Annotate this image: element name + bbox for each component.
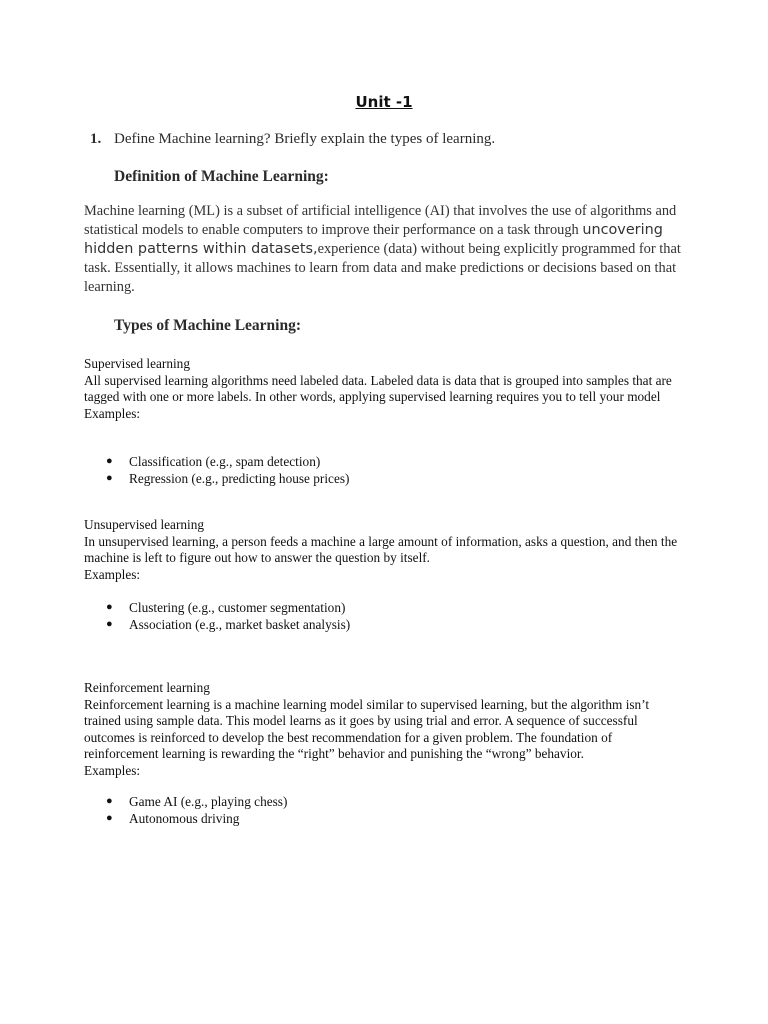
supervised-examples-label: Examples:	[84, 405, 141, 421]
reinforcement-examples-label: Examples:	[84, 762, 141, 778]
bullet-icon: ●	[106, 618, 113, 630]
list-item: ● Autonomous driving	[106, 811, 240, 826]
list-item: ● Clustering (e.g., customer segmentation)	[106, 600, 346, 615]
supervised-examples-list	[104, 453, 349, 487]
reinforcement-examples-list	[104, 793, 287, 827]
definition-text-before: Machine learning (ML) is a subset of artificial intelligence (AI) that involves the use of algorithms and statistical models to enable computers to improve their performance on a task through	[84, 203, 677, 238]
bullet-icon: ●	[106, 795, 113, 807]
reinforcement-section	[84, 680, 684, 779]
bullet-icon: ●	[106, 455, 113, 467]
list-item: ● Regression (e.g., predicting house prices)	[106, 471, 350, 486]
list-item: ● Association (e.g., market basket analysis)	[106, 617, 351, 632]
question-number: 1.	[90, 131, 102, 147]
bullet-icon: ●	[106, 812, 113, 824]
supervised-text: All supervised learning algorithms need labeled data. Labeled data is data that is grouped into samples that are tagged with one or more labels. In other words, applying supervised learning requires you to tell your model	[84, 372, 672, 404]
definition-text-highlight: uncovering hidden patterns within datasets,	[84, 222, 663, 257]
unsupervised-title: Unsupervised learning	[84, 517, 205, 532]
unsupervised-examples-label: Examples:	[84, 566, 141, 582]
types-heading: Types of Machine Learning:	[114, 317, 301, 334]
question-text: Define Machine learning? Briefly explain the types of learning.	[114, 131, 496, 147]
reinforcement-title: Reinforcement learning	[84, 680, 210, 695]
definition-heading: Definition of Machine Learning:	[114, 168, 329, 185]
unsupervised-text: In unsupervised learning, a person feeds a machine a large amount of information, asks a question, and then the machine is left to figure out how to answer the question by itself.	[84, 533, 678, 565]
definition-text-after: experience (data) without being explicitly programmed for that task. Essentially, it allows machines to learn from data and make predictions or decisions based on that learning.	[84, 241, 681, 295]
page-title: Unit -1	[355, 93, 413, 111]
unsupervised-examples-list	[104, 599, 350, 633]
bullet-icon: ●	[106, 601, 113, 613]
list-item: ● Classification (e.g., spam detection)	[106, 454, 321, 469]
question-1	[90, 131, 495, 148]
supervised-section	[84, 356, 684, 422]
bullet-icon: ●	[106, 472, 113, 484]
reinforcement-text: Reinforcement learning is a machine learning model similar to supervised learning, but the algorithm isn’t trained using sample data. This model learns as it goes by using trial and error. A sequence of successful outcomes is reinforced to develop the best recommendation for a given problem. The foundation of reinforcement learning is rewarding the “right” behavior and punishing the “wrong” behavior.	[84, 696, 650, 761]
supervised-title: Supervised learning	[84, 356, 190, 371]
list-item: ● Game AI (e.g., playing chess)	[106, 794, 288, 809]
unsupervised-section	[84, 517, 684, 583]
definition-paragraph	[84, 202, 684, 297]
